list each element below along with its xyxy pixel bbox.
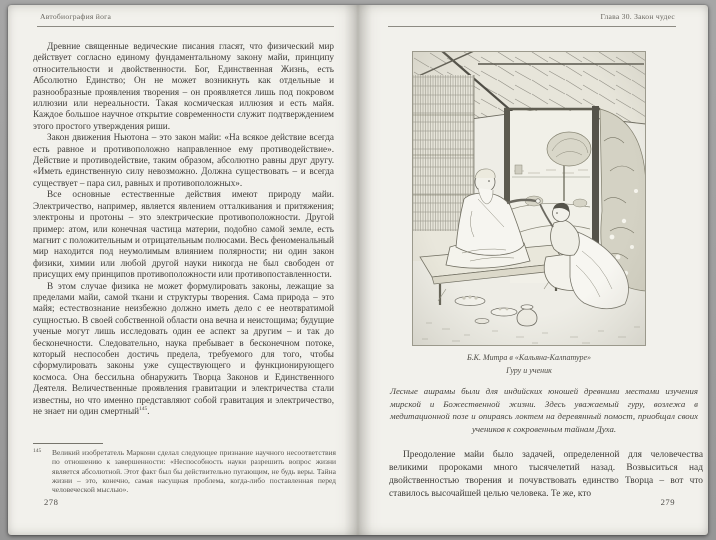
illustration-drawing <box>412 51 646 346</box>
footnote-text: Великий изобретатель Маркони сделал следующее признание научного несоответствия по отношению к завершенности: «Неспособность науки разрешить вопрос жизни является абсолютной. Этот факт был бы действительно пугающим, не будь веры. Тайна жизни – это, конечно, самая насущная проблема, когда-либо поставленная перед человеческой мыслью». <box>52 448 336 495</box>
paragraph: Все основные естественные действия имеют природу майи. Электричество, например, является явлением отталкивания и притяжения; электроны и протоны – это электрические противоположности. Другой пример: атом, или конечная частица материи, подобно самой земле, есть магнит с положительным и отрицательным полюсами. Весь феноменальный мир находится под неумолимым влиянием полярности; ни один закон физики, химии или любой другой науки никогда не был свободен от присущих ему принципов противоположности или противопоставленности. <box>33 189 334 280</box>
lead-italic-text: Лесные ашрамы были для индийских юношей древними местами изучения мирской и Божественной жизни. Здесь уважаемый гуру, возлежа в медитационной позе и опираясь локтем на деревянный помост, приобщал своих учеников к сокровенным тайнам Духа. <box>390 386 698 434</box>
header-rule-left <box>37 26 334 27</box>
illustration-caption <box>388 352 670 377</box>
paragraph: Закон движения Ньютона – это закон майи: «На всякое действие всегда есть равное и противоположно направленное ему противодействие». Действие и противодействие, таким образом, абсолютно равны друг другу. «Иметь единственную силу невозможно. Должна существовать – и всегда существует – пара сил, равных и противоположных». <box>33 132 334 188</box>
paragraph: Древние священные ведические писания гласят, что физический мир действует согласно единому фундаментальному закону майи, принципу относительности и двойственности. Бог, Единственная Жизнь, есть Абсолютно Единство; Он не может возникнуть как отдельные и разнообразные проявления творения – он проявляется лишь под покровом иллюзии или нереальности. Такая космическая иллюзия и есть майя. Каждое большое научное открытие современности служит подтверждением этого простого утверждения риши. <box>33 41 334 131</box>
book-spread <box>8 5 708 535</box>
guru-disciple-illustration <box>412 51 646 346</box>
running-header-left: Автобиография йога <box>40 12 112 21</box>
running-header-right: Глава 30. Закон чудес <box>600 12 675 21</box>
paragraph: Преодоление майи было задачей, определенной для человечества великими пророками много тысячелетий назад. Возвыситься над двойственностью творения и почувствовать единство Творца – вот что ставилось высочайшей целью человека. Те же, кто <box>389 450 703 499</box>
paragraph-tail: . <box>147 406 150 416</box>
header-rule-right <box>388 26 676 27</box>
footnote-reference: 145 <box>139 405 148 412</box>
footnote <box>33 448 336 494</box>
left-body-text <box>33 41 334 417</box>
footnote-marker: 145 <box>33 448 42 454</box>
footnote-rule <box>33 443 103 444</box>
caption-line-1: Б.К. Митра в «Кальяна-Калпатуре» <box>466 353 592 362</box>
page-left <box>8 5 358 535</box>
page-number-right: 279 <box>660 497 675 507</box>
page-right <box>358 5 708 535</box>
caption-line-2: Гуру и ученик <box>506 365 552 375</box>
drawing-vignette <box>412 51 646 346</box>
paragraph-text: В этом случае физика не может формулировать законы, лежащие за пределами майи, самой ткани и структуры творения. Сама природа – это майя; естествознание неизбежно должно иметь дело с ее неотвратимой сущностью. В своей собственной области она вечна и неистощима; будущие ученые могут лишь исследовать один ее аспект за другим – и так до бесконечности. Следовательно, наука пребывает в бесконечном потоке, который неспособен достичь предела, требуемого для того, чтобы сформулировать законы уже существующего и функционирующего космоса. Она бессильна обнаружить Творца Законов и Единственного Деятеля. Величественные проявления гравитации и электричества стали известны, но что именно представляют собой гравитация и электричество, не знает ни один смертный <box>33 280 334 416</box>
paragraph <box>33 281 334 418</box>
page-number-left: 278 <box>44 497 59 507</box>
